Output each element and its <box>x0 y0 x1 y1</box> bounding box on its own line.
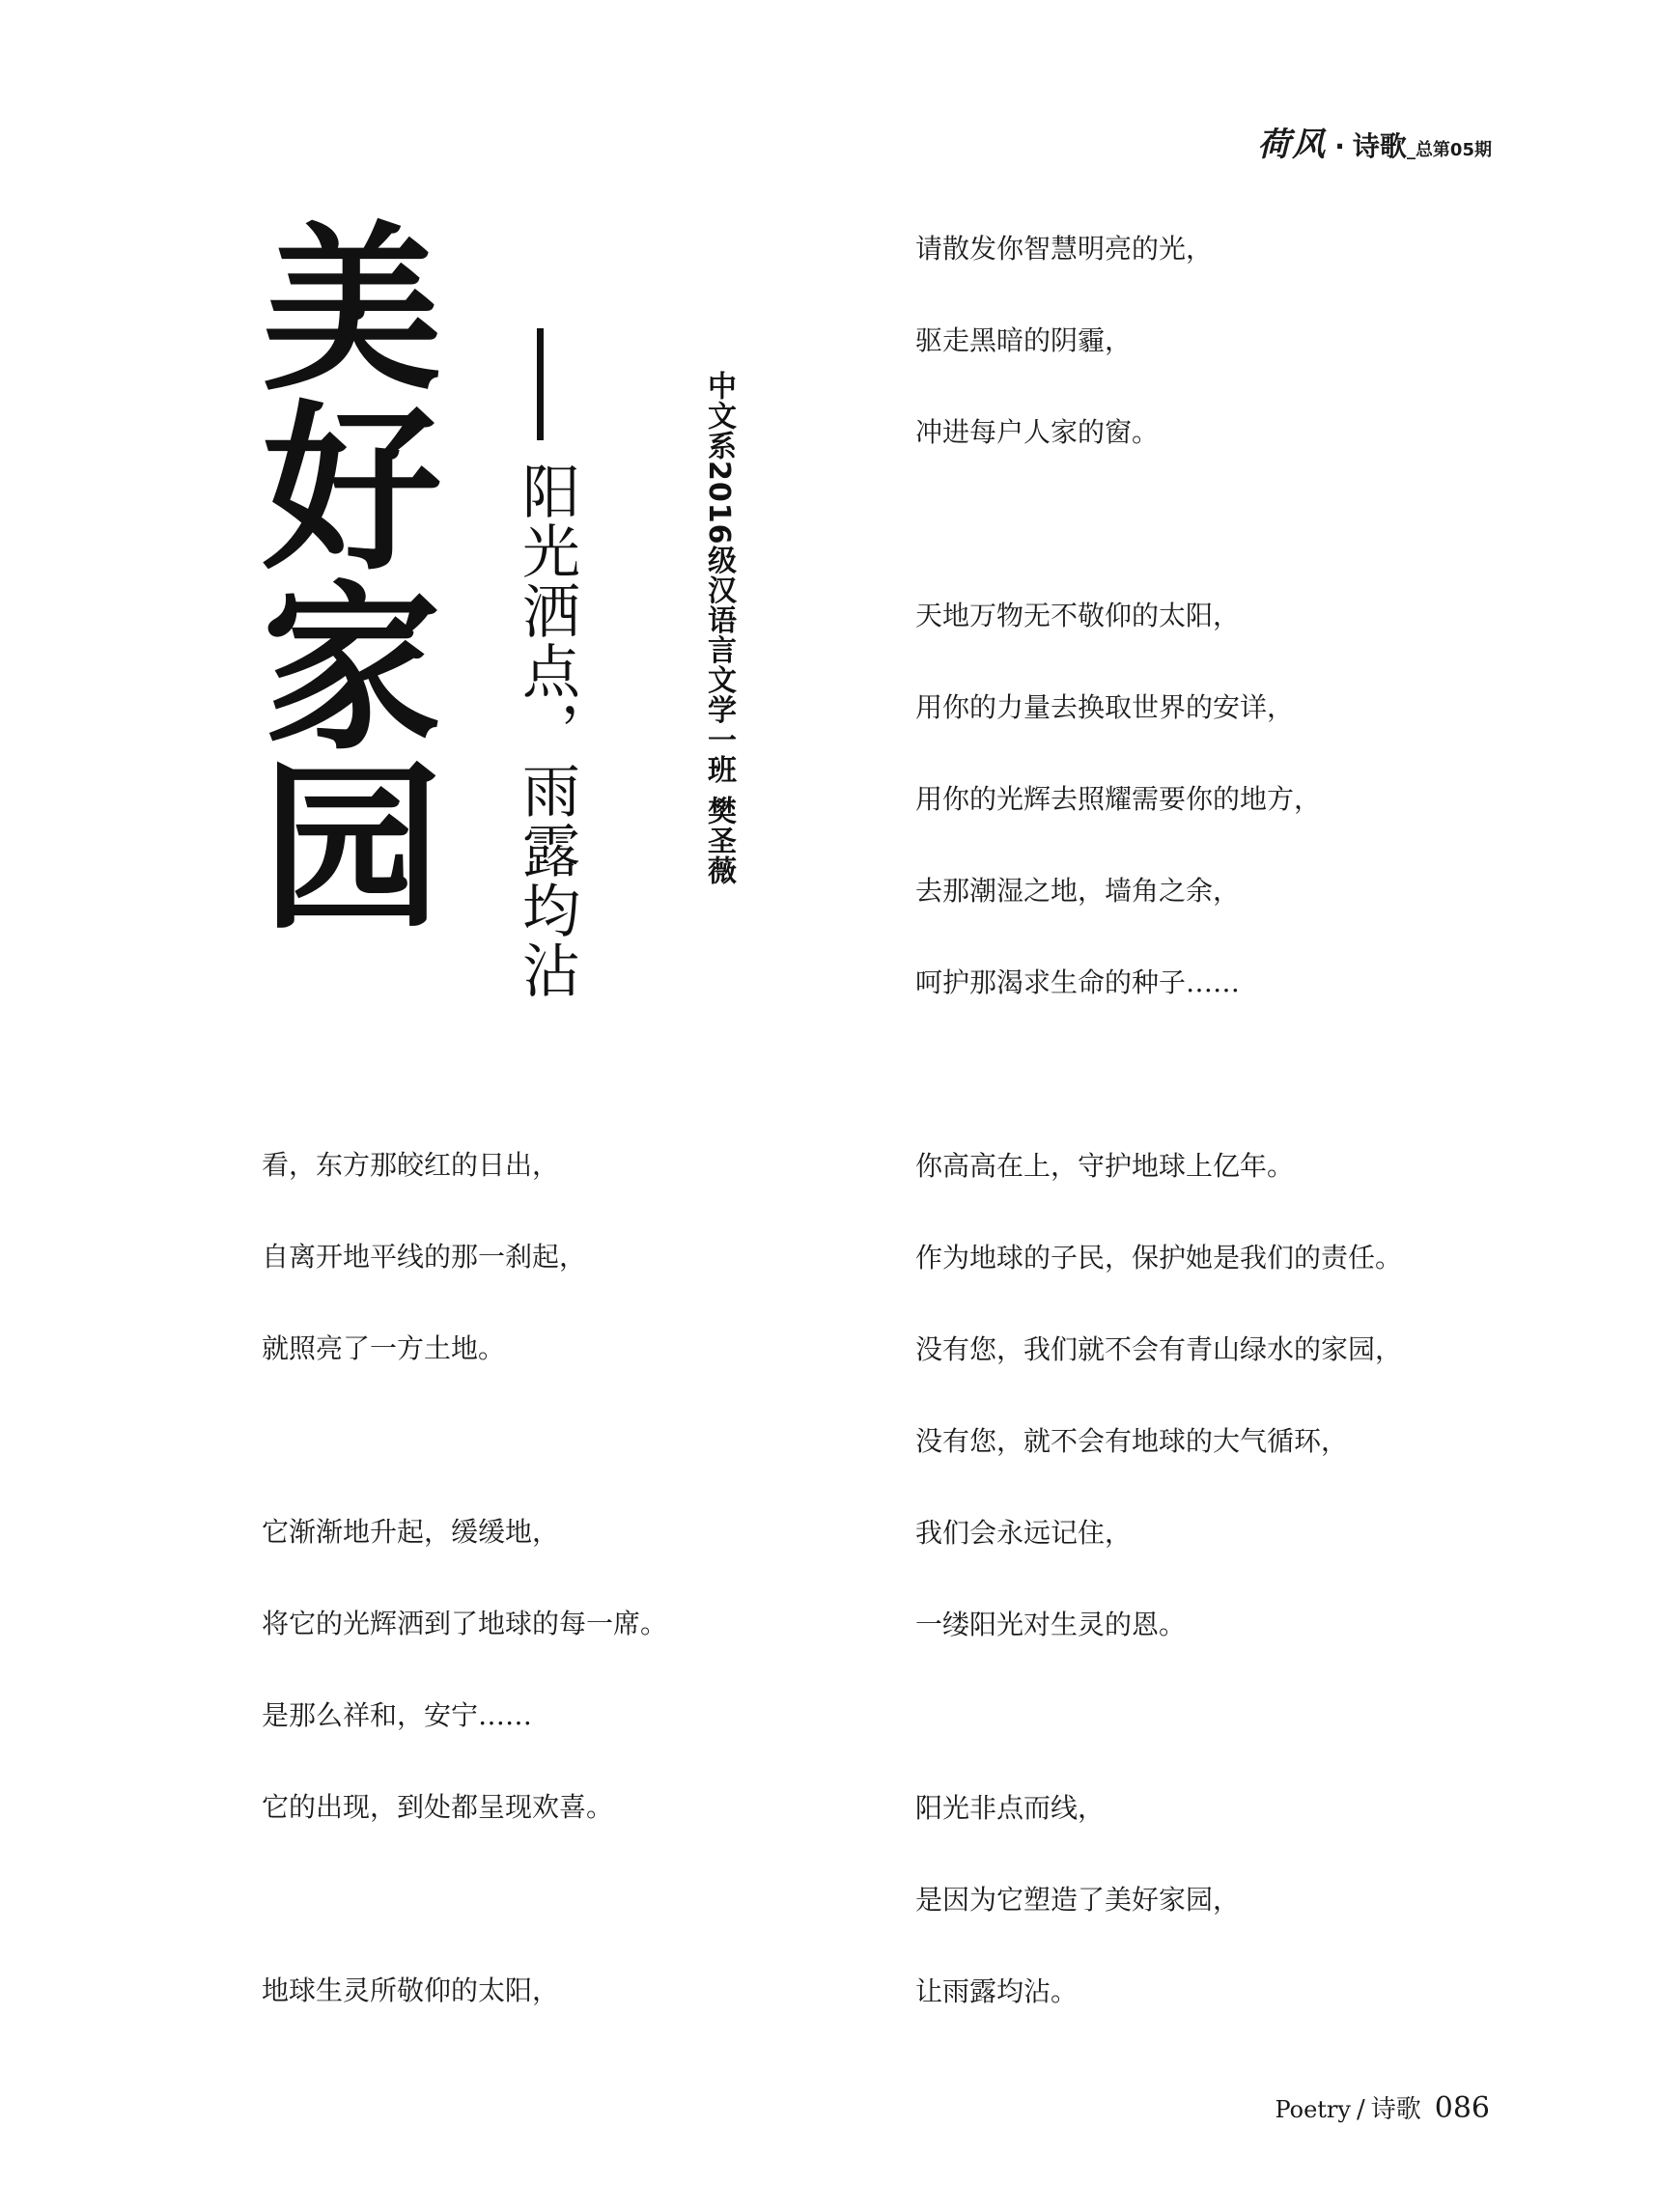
poem-line: 你高高在上，守护地球上亿年。 <box>915 1150 1295 1182</box>
section-name: 诗歌 <box>1352 130 1407 162</box>
poem-line: 是那么祥和，安宁…… <box>262 1699 533 1731</box>
poem-column-left <box>262 1150 667 2067</box>
poem-line: 请散发你智慧明亮的光， <box>915 233 1214 265</box>
poem-line: 我们会永远记住， <box>915 1517 1133 1549</box>
poem-line: 让雨露均沾。 <box>915 1975 1079 2007</box>
page-header <box>1257 118 1492 165</box>
poem-line: 驱走黑暗的阴霾， <box>915 324 1133 356</box>
poem-line: 它渐渐地升起，缓缓地， <box>262 1516 560 1548</box>
poem-line: 用你的光辉去照耀需要你的地方， <box>915 783 1322 815</box>
stanza-break <box>915 1701 1402 1793</box>
poem-line: 用你的力量去换取世界的安详， <box>915 691 1295 723</box>
poem-line: 去那潮湿之地，墙角之余， <box>915 875 1241 907</box>
poem-line: 天地万物无不敬仰的太阳， <box>915 600 1241 631</box>
poem-column-right <box>915 234 1402 2068</box>
title-dash-divider <box>537 328 544 440</box>
poem-line: 是因为它塑造了美好家园， <box>915 1884 1241 1916</box>
footer-section-cn: 诗歌 <box>1370 2095 1421 2124</box>
poem-subtitle: 阳光洒点，雨露均沾 <box>513 462 580 1000</box>
poem-line: 看，东方那皎红的日出， <box>262 1149 560 1181</box>
poem-line: 一缕阳光对生灵的恩。 <box>915 1609 1187 1640</box>
issue-number: _总第05期 <box>1406 140 1492 160</box>
poem-line: 没有您，就不会有地球的大气循环， <box>915 1425 1349 1457</box>
stanza-break <box>262 1425 667 1517</box>
footer-slash: / <box>1356 2095 1365 2124</box>
stanza-break <box>915 1059 1402 1151</box>
poem-line: 就照亮了一方土地。 <box>262 1332 506 1364</box>
poem-line: 作为地球的子民，保护她是我们的责任。 <box>915 1242 1403 1274</box>
stanza-break <box>262 1884 667 1975</box>
header-separator: · <box>1334 130 1345 162</box>
magazine-brand: 荷风 <box>1257 126 1328 164</box>
poem-line: 地球生灵所敬仰的太阳， <box>262 1974 560 2006</box>
page-footer <box>1275 2089 1490 2125</box>
poem-title: 美好家园 <box>233 214 444 933</box>
poem-author: 中文系2016级汉语言文学一班 樊圣薇 <box>702 371 736 885</box>
poem-line: 没有您，我们就不会有青山绿水的家园， <box>915 1333 1403 1365</box>
footer-section-en: Poetry <box>1275 2096 1351 2123</box>
stanza-break <box>915 509 1402 601</box>
poem-line: 自离开地平线的那一刹起， <box>262 1241 587 1273</box>
poem-line: 它的出现，到处都呈现欢喜。 <box>262 1791 614 1823</box>
page-number: 086 <box>1434 2091 1490 2125</box>
poem-line: 将它的光辉洒到了地球的每一席。 <box>262 1608 668 1639</box>
poem-line: 阳光非点而线， <box>915 1792 1106 1824</box>
poem-line: 冲进每户人家的窗。 <box>915 416 1160 448</box>
poem-line: 呵护那渴求生命的种子…… <box>915 966 1241 998</box>
